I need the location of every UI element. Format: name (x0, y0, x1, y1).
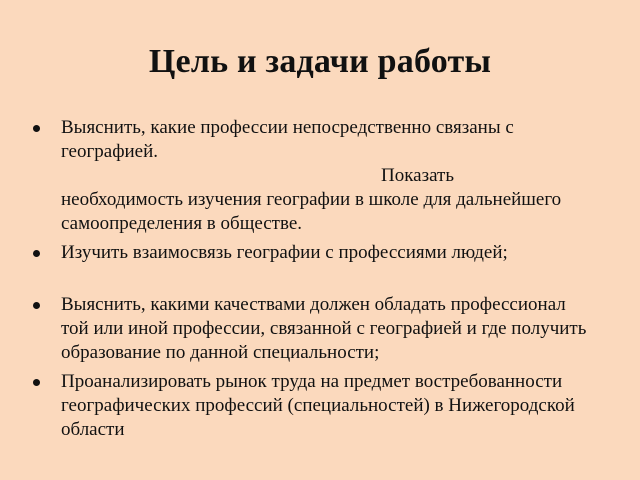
bullet-dot-icon (33, 250, 40, 257)
bullet-dot-icon (33, 125, 40, 132)
bullet-text: Выяснить, какие профессии непосредственно связаны с географией. (61, 117, 514, 162)
bullet-item-study (30, 241, 590, 265)
bullet-text: Проанализировать рынок труда на предмет востребованности географических профессий (специальностей) в Нижегородской области (61, 371, 575, 440)
bullet-item-market (30, 370, 590, 442)
bullet-text-indented: Показать (381, 165, 455, 186)
bullet-dot-icon (33, 379, 40, 386)
bullet-dot-icon (33, 302, 40, 309)
slide-title: Цель и задачи работы (148, 43, 492, 80)
bullet-text: Выяснить, какими качествами должен обладать профессионал той или иной профессии, связанной с географией и где получить образование по данной специальности; (61, 294, 587, 363)
bullet-text-continued: необходимость изучения географии в школе для дальнейшего самоопределения в обществе. (61, 189, 562, 234)
bullet-item-goal (30, 116, 590, 236)
bullet-text: Изучить взаимосвязь географии с профессиями людей; (61, 242, 508, 263)
bullet-item-qualities (30, 293, 590, 365)
bullet-list (30, 116, 590, 447)
